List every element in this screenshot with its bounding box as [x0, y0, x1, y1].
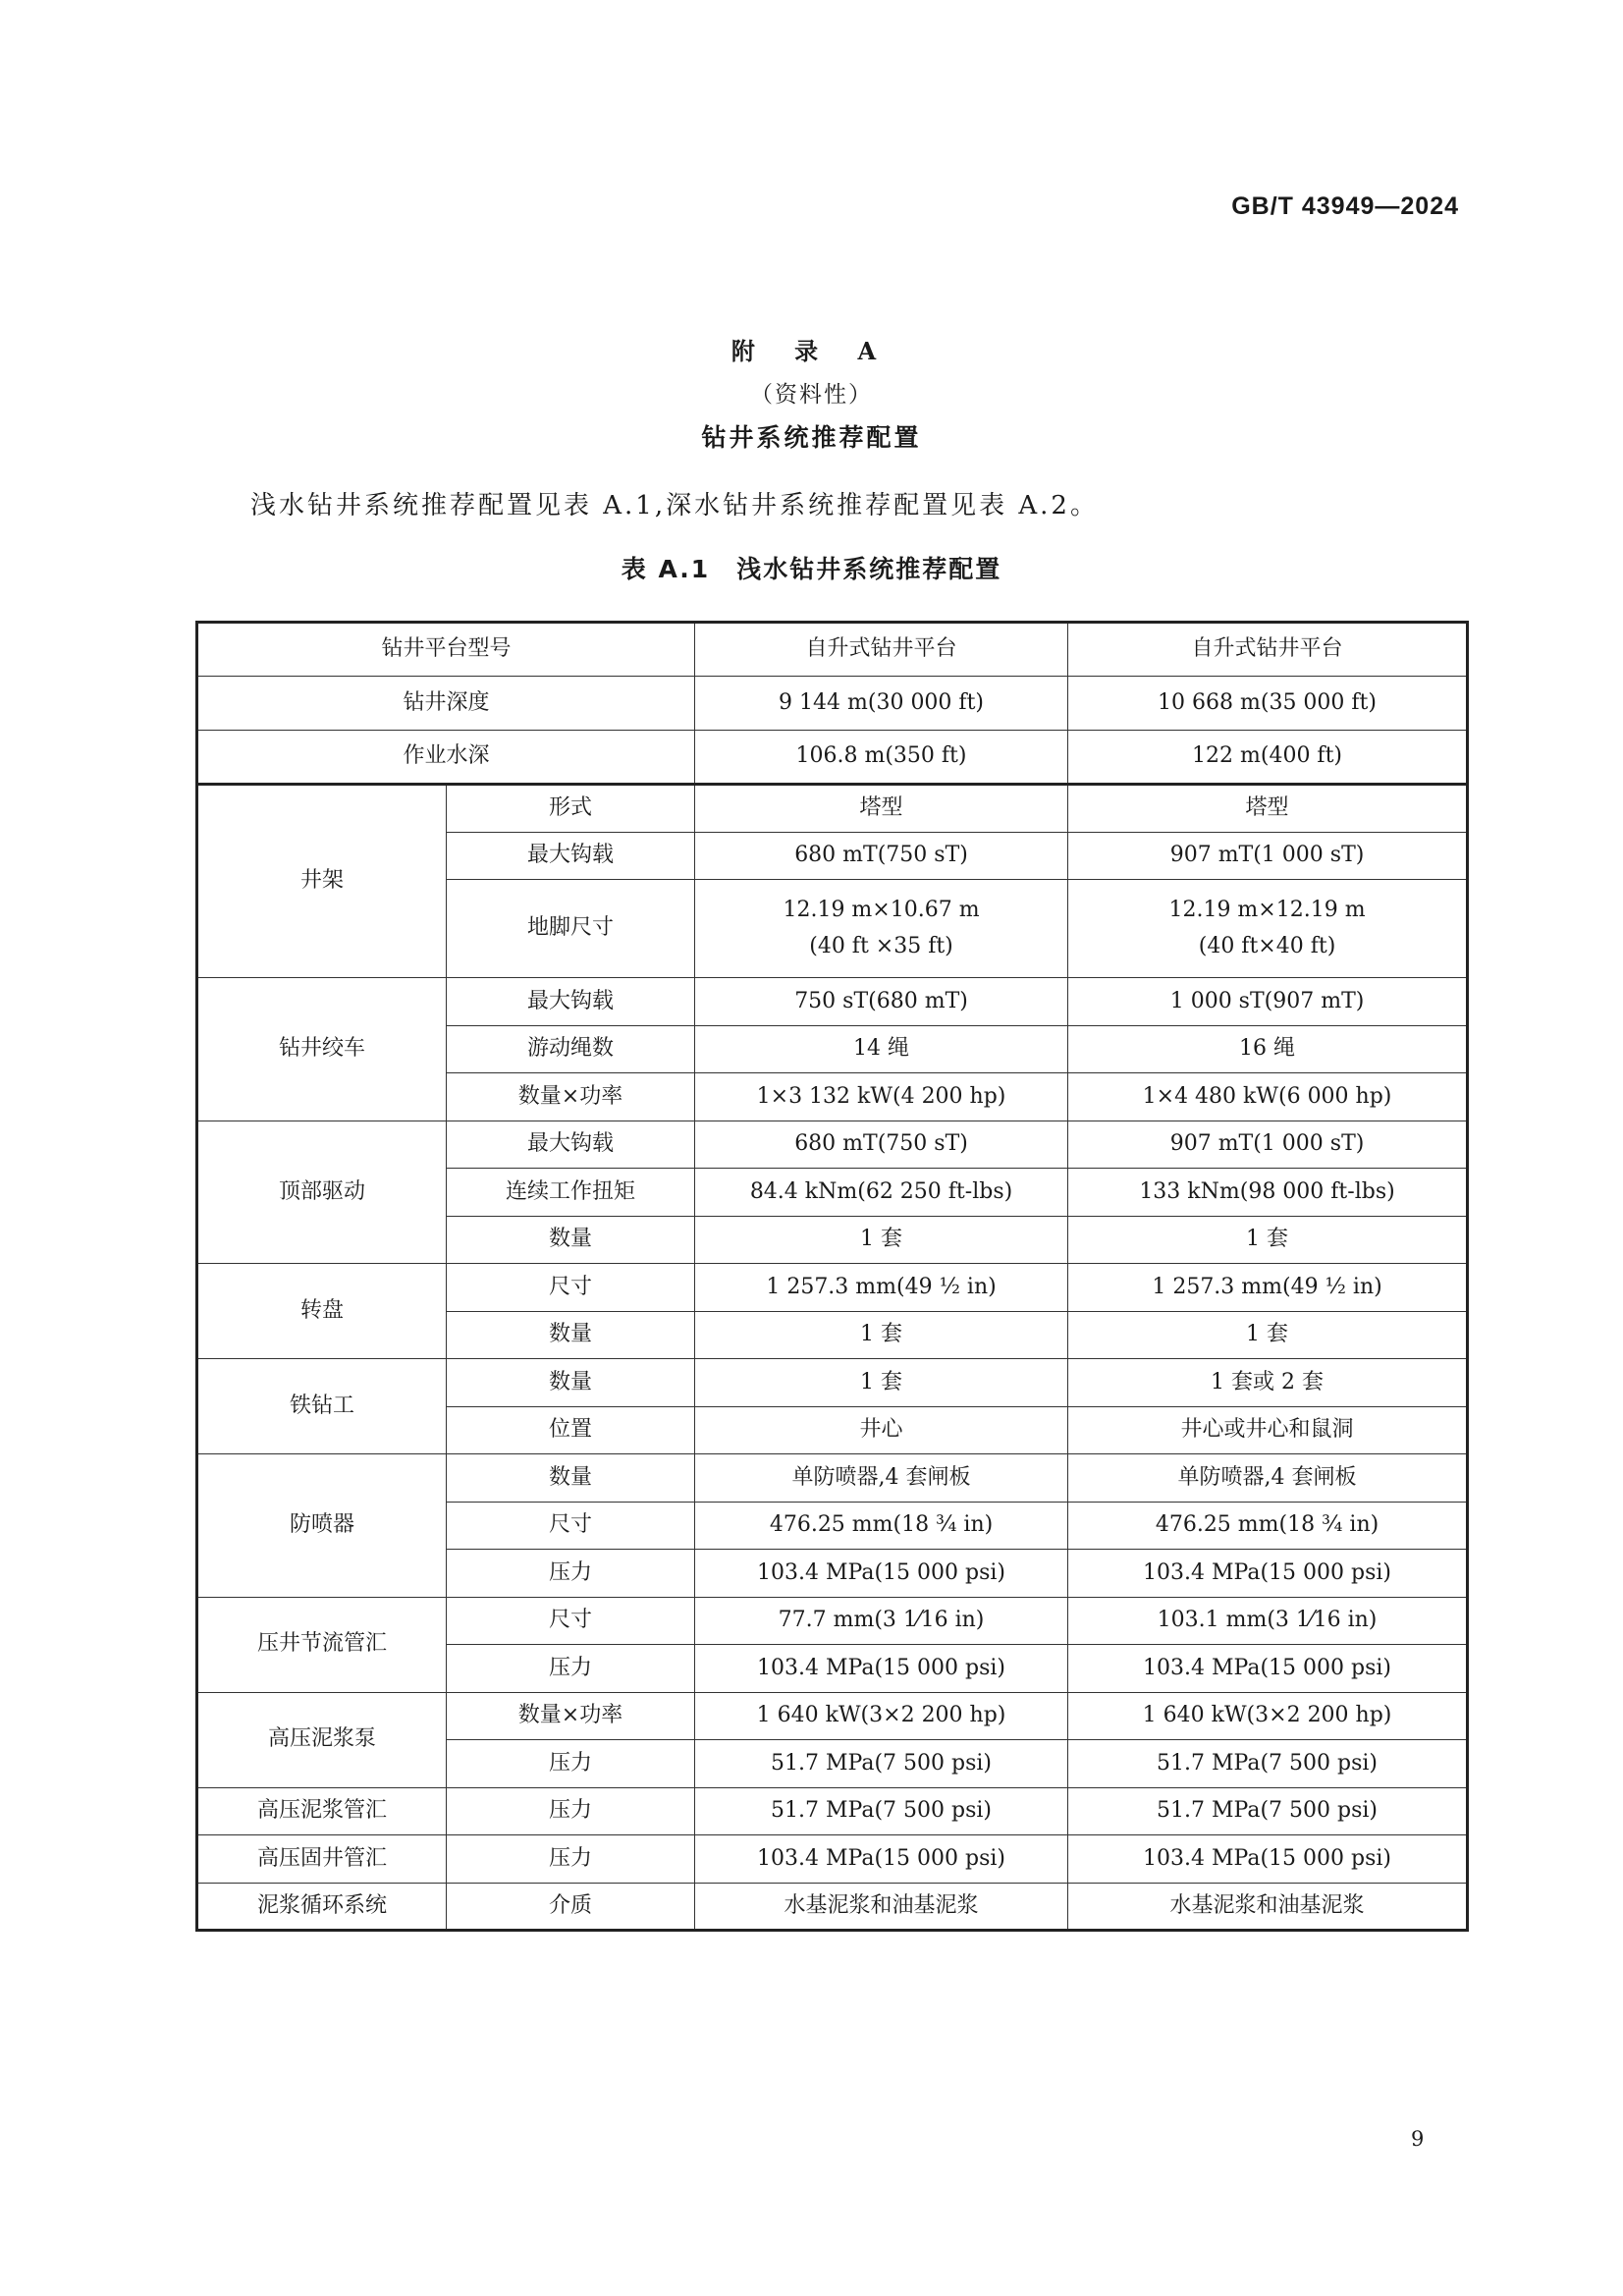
value-platform-a: 14 绳 — [695, 1025, 1068, 1073]
value-platform-a: 750 sT(680 mT) — [695, 978, 1068, 1026]
value-platform-a: 103.4 MPa(15 000 psi) — [695, 1645, 1068, 1693]
table-row — [197, 1264, 1468, 1312]
param-name: 压力 — [447, 1740, 695, 1788]
group-name: 高压固井管汇 — [197, 1835, 447, 1884]
value-platform-a: 680 mT(750 sT) — [695, 832, 1068, 880]
intro-paragraph: 浅水钻井系统推荐配置见表 A.1,深水钻井系统推荐配置见表 A.2。 — [250, 491, 1099, 520]
value-platform-b: 井心或井心和鼠洞 — [1068, 1406, 1468, 1454]
table-row — [197, 1454, 1468, 1503]
param-name: 压力 — [447, 1835, 695, 1884]
page-number: 9 — [1411, 2127, 1425, 2151]
value-platform-b: 1 640 kW(3×2 200 hp) — [1068, 1692, 1468, 1740]
param-name: 数量×功率 — [447, 1073, 695, 1121]
value-platform-b: 133 kNm(98 000 ft-lbs) — [1068, 1169, 1468, 1217]
value-platform-b: 476.25 mm(18 ¾ in) — [1068, 1502, 1468, 1550]
param-name: 尺寸 — [447, 1597, 695, 1645]
value-platform-b: 122 m(400 ft) — [1068, 731, 1468, 785]
param-name: 数量 — [447, 1359, 695, 1407]
row-label: 钻井深度 — [197, 677, 695, 731]
table-row — [197, 677, 1468, 731]
group-name: 高压泥浆管汇 — [197, 1787, 447, 1835]
value-platform-a: 51.7 MPa(7 500 psi) — [695, 1740, 1068, 1788]
param-name: 地脚尺寸 — [447, 880, 695, 978]
value-platform-b: 水基泥浆和油基泥浆 — [1068, 1883, 1468, 1931]
param-name: 介质 — [447, 1883, 695, 1931]
appendix-type: （资料性） — [750, 382, 873, 408]
value-platform-b: 907 mT(1 000 sT) — [1068, 1121, 1468, 1169]
param-name: 数量 — [447, 1311, 695, 1359]
appendix-title: 钻井系统推荐配置 — [701, 423, 922, 452]
value-platform-a: 1 套 — [695, 1359, 1068, 1407]
value-platform-a: 塔型 — [695, 785, 1068, 833]
param-name: 尺寸 — [447, 1264, 695, 1312]
table-row — [197, 1835, 1468, 1884]
value-platform-b: 51.7 MPa(7 500 psi) — [1068, 1787, 1468, 1835]
param-name: 数量 — [447, 1454, 695, 1503]
value-platform-a: 9 144 m(30 000 ft) — [695, 677, 1068, 731]
value-platform-b: 16 绳 — [1068, 1025, 1468, 1073]
value-platform-b: 1×4 480 kW(6 000 hp) — [1068, 1073, 1468, 1121]
row-label: 钻井平台型号 — [197, 623, 695, 677]
value-platform-b: 51.7 MPa(7 500 psi) — [1068, 1740, 1468, 1788]
table-caption: 表 A.1 浅水钻井系统推荐配置 — [621, 555, 1002, 583]
param-name: 最大钩载 — [447, 832, 695, 880]
row-label: 作业水深 — [197, 731, 695, 785]
value-platform-b: 1 套或 2 套 — [1068, 1359, 1468, 1407]
config-table — [195, 621, 1469, 1932]
table-row — [197, 731, 1468, 785]
group-name: 铁钻工 — [197, 1359, 447, 1454]
value-platform-a: 井心 — [695, 1406, 1068, 1454]
value-platform-b: 907 mT(1 000 sT) — [1068, 832, 1468, 880]
param-name: 数量×功率 — [447, 1692, 695, 1740]
value-platform-b: 103.4 MPa(15 000 psi) — [1068, 1550, 1468, 1598]
value-platform-b: 103.1 mm(3 1⁄16 in) — [1068, 1597, 1468, 1645]
param-name: 最大钩载 — [447, 978, 695, 1026]
param-name: 尺寸 — [447, 1502, 695, 1550]
table-row — [197, 1597, 1468, 1645]
param-name: 最大钩载 — [447, 1121, 695, 1169]
group-name: 井架 — [197, 785, 447, 978]
group-name: 泥浆循环系统 — [197, 1883, 447, 1931]
group-name: 压井节流管汇 — [197, 1597, 447, 1692]
value-platform-a: 680 mT(750 sT) — [695, 1121, 1068, 1169]
value-platform-a: 84.4 kNm(62 250 ft-lbs) — [695, 1169, 1068, 1217]
value-platform-a: 106.8 m(350 ft) — [695, 731, 1068, 785]
value-platform-a: 1 套 — [695, 1216, 1068, 1264]
value-platform-a: 1×3 132 kW(4 200 hp) — [695, 1073, 1068, 1121]
value-platform-a: 自升式钻井平台 — [695, 623, 1068, 677]
value-platform-a: 77.7 mm(3 1⁄16 in) — [695, 1597, 1068, 1645]
value-platform-b: 10 668 m(35 000 ft) — [1068, 677, 1468, 731]
value-platform-a: 103.4 MPa(15 000 psi) — [695, 1550, 1068, 1598]
param-name: 形式 — [447, 785, 695, 833]
table-row — [197, 1787, 1468, 1835]
value-platform-a: 水基泥浆和油基泥浆 — [695, 1883, 1068, 1931]
value-platform-a — [695, 880, 1068, 978]
group-name: 顶部驱动 — [197, 1121, 447, 1264]
param-name: 游动绳数 — [447, 1025, 695, 1073]
value-platform-b: 塔型 — [1068, 785, 1468, 833]
param-name: 压力 — [447, 1550, 695, 1598]
value-platform-b: 单防喷器,4 套闸板 — [1068, 1454, 1468, 1503]
value-platform-a: 476.25 mm(18 ¾ in) — [695, 1502, 1068, 1550]
value-line: 12.19 m×10.67 m — [783, 898, 980, 923]
table-row — [197, 623, 1468, 677]
value-platform-b: 1 000 sT(907 mT) — [1068, 978, 1468, 1026]
table-row — [197, 1692, 1468, 1740]
value-platform-b: 1 套 — [1068, 1216, 1468, 1264]
group-name: 钻井绞车 — [197, 978, 447, 1121]
value-platform-b: 1 257.3 mm(49 ½ in) — [1068, 1264, 1468, 1312]
table-row — [197, 1883, 1468, 1931]
param-name: 连续工作扭矩 — [447, 1169, 695, 1217]
value-platform-a: 单防喷器,4 套闸板 — [695, 1454, 1068, 1503]
param-name: 压力 — [447, 1645, 695, 1693]
value-platform-b: 1 套 — [1068, 1311, 1468, 1359]
appendix-label: 附 录 A — [730, 337, 893, 365]
group-name: 高压泥浆泵 — [197, 1692, 447, 1787]
value-platform-b: 103.4 MPa(15 000 psi) — [1068, 1645, 1468, 1693]
param-name: 压力 — [447, 1787, 695, 1835]
table-row — [197, 1121, 1468, 1169]
table-row — [197, 978, 1468, 1026]
value-platform-a: 51.7 MPa(7 500 psi) — [695, 1787, 1068, 1835]
standard-code: GB/T 43949—2024 — [1231, 192, 1459, 220]
value-platform-a: 103.4 MPa(15 000 psi) — [695, 1835, 1068, 1884]
value-line: (40 ft ×35 ft) — [809, 933, 953, 958]
value-line: (40 ft×40 ft) — [1198, 933, 1336, 958]
value-line: 12.19 m×12.19 m — [1168, 898, 1366, 923]
table-row — [197, 1359, 1468, 1407]
value-platform-b: 自升式钻井平台 — [1068, 623, 1468, 677]
value-platform-a: 1 套 — [695, 1311, 1068, 1359]
value-platform-b: 103.4 MPa(15 000 psi) — [1068, 1835, 1468, 1884]
table-row — [197, 785, 1468, 833]
value-platform-a: 1 640 kW(3×2 200 hp) — [695, 1692, 1068, 1740]
value-platform-a: 1 257.3 mm(49 ½ in) — [695, 1264, 1068, 1312]
param-name: 数量 — [447, 1216, 695, 1264]
value-platform-b — [1068, 880, 1468, 978]
group-name: 转盘 — [197, 1264, 447, 1359]
param-name: 位置 — [447, 1406, 695, 1454]
group-name: 防喷器 — [197, 1454, 447, 1598]
